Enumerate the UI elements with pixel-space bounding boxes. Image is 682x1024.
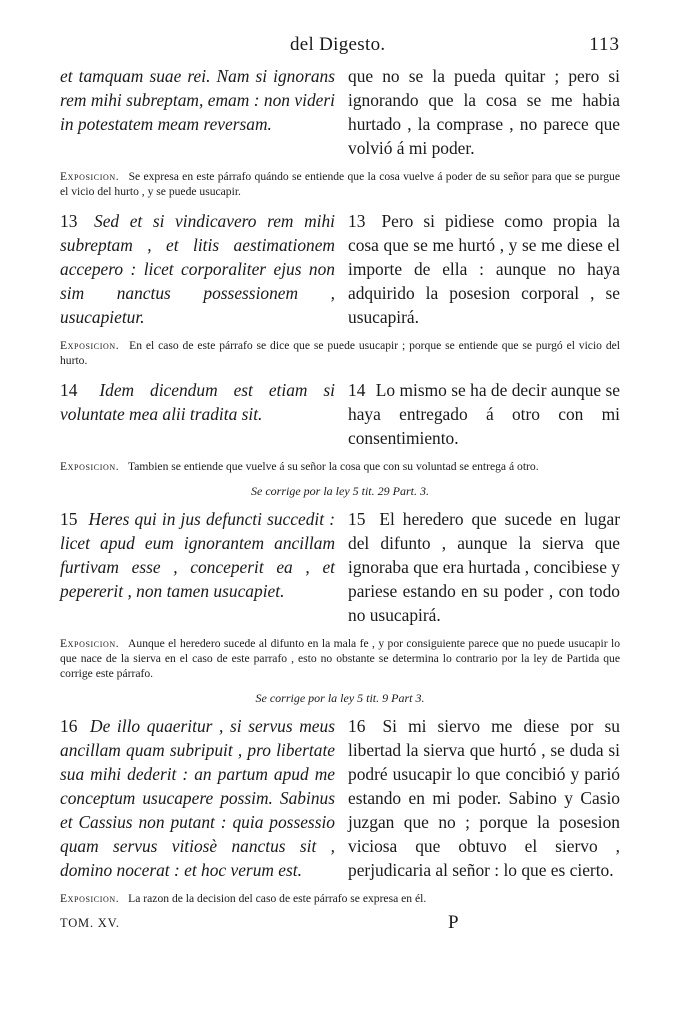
paragraph-number: 15 <box>348 509 366 529</box>
exposicion-label: Exposicion. <box>60 637 120 650</box>
spanish-text <box>348 714 620 882</box>
page-number: 113 <box>589 34 620 55</box>
spanish-body: que no se la pueda quitar ; pero si ignorando que la cosa se me habia hurtado , la comprase , no parece que volvió á mi poder. <box>348 66 620 158</box>
latin-text <box>60 209 335 329</box>
latin-body: Sed et si vindicavero rem mihi subreptam , et litis aestimationem accepero : licet corporaliter ejus non sim nanctus possessionem , usucapietur. <box>60 211 335 327</box>
spanish-body: Lo mismo se ha de decir aunque se haya entregado á otro con mi consentimiento. <box>348 380 620 448</box>
spanish-body: El heredero que sucede en lugar del difunto , aunque la sierva que ignoraba que era hurtada , concibiese y pariese estando en su poder , con todo no usucapirá. <box>348 509 620 625</box>
paragraph-number: 13 <box>60 211 78 231</box>
latin-text <box>60 64 335 160</box>
page-footer <box>60 912 620 938</box>
spanish-text <box>348 378 620 450</box>
spanish-text <box>348 209 620 329</box>
exposicion-label: Exposicion. <box>60 892 120 905</box>
paragraph-pair <box>60 209 620 329</box>
paragraph-pair <box>60 714 620 882</box>
spanish-body: Si mi siervo me diese por su libertad la sierva que hurtó , se duda si podré usucapir lo que concibió y parió estando en mi poder. Sabino y Casio juzgan que no ; porque la posesion viciosa que obtuvo el siervo , perjudicaria al señor : lo que es cierto. <box>348 716 620 880</box>
latin-text <box>60 507 335 627</box>
correction-note: Se corrige por la ley 5 tit. 9 Part 3. <box>255 691 425 705</box>
page-header <box>60 34 620 64</box>
latin-text <box>60 714 335 882</box>
paragraph-number: 13 <box>348 211 366 231</box>
paragraph-pair <box>60 64 620 160</box>
exposicion-text: Se expresa en este párrafo quándo se entiende que la cosa vuelve á poder de su señor para que se purgue el vicio del hurto , y se puede usucapir. <box>60 170 620 198</box>
exposicion-note <box>60 636 620 681</box>
latin-body: Heres qui in jus defuncti succedit : licet apud eum ignorantem ancillam furtivam esse , conceperit ea , et pepererit , non tamen usucapiet. <box>60 509 335 601</box>
exposicion-text: La razon de la decision del caso de este párrafo se expresa en él. <box>128 892 427 905</box>
latin-body: et tamquam suae rei. Nam si ignorans rem mihi subreptam, emam : non videri in potestatem meam reversam. <box>60 66 335 134</box>
paragraph-number: 15 <box>60 509 78 529</box>
latin-text <box>60 378 335 450</box>
paragraph-number: 16 <box>348 716 366 736</box>
exposicion-label: Exposicion. <box>60 460 120 473</box>
exposicion-note <box>60 169 620 199</box>
exposicion-text: Aunque el heredero sucede al difunto en la mala fe , y por consiguiente parece que no puede usucapir lo que nace de la sierva en el caso de este parrafo , esto no obstante se determina lo contrario por la ley de Partida que corrige este párrafo. <box>60 637 620 680</box>
paragraph-pair <box>60 378 620 450</box>
exposicion-note <box>60 459 620 474</box>
exposicion-text: Tambien se entiende que vuelve á su señor la cosa que con su voluntad se entrega á otro. <box>127 460 539 473</box>
paragraph-number: 14 <box>60 380 78 400</box>
signature-mark: P <box>448 912 459 933</box>
exposicion-note <box>60 891 620 906</box>
running-title: del Digesto. <box>290 34 386 55</box>
spanish-body: Pero si pidiese como propia la cosa que se me hurtó , y se me diese el importe de ella : aunque no haya adquirido la posesion corporal , se usucapirá. <box>348 211 620 327</box>
exposicion-label: Exposicion. <box>60 170 120 183</box>
exposicion-note <box>60 338 620 368</box>
tome-label: TOM. XV. <box>60 916 120 930</box>
paragraph-number: 14 <box>348 380 366 400</box>
spanish-text <box>348 507 620 627</box>
book-page <box>60 34 620 938</box>
spanish-text <box>348 64 620 160</box>
paragraph-pair <box>60 507 620 627</box>
exposicion-label: Exposicion. <box>60 339 120 352</box>
latin-body: Idem dicendum est etiam si voluntate mea alii tradita sit. <box>60 380 335 424</box>
correction-note: Se corrige por la ley 5 tit. 29 Part. 3. <box>251 484 429 498</box>
latin-body: De illo quaeritur , si servus meus ancillam quam subripuit , pro libertate sua mihi dederit : an partum apud me conceptum usucapere possim. Sabinus et Cassius non putant : quia possessio quam servus vitiosè nanctus sit , domino nocerat : et hoc verum est. <box>60 716 335 880</box>
exposicion-text: En el caso de este párrafo se dice que se puede usucapir ; porque se entiende que se purgó el vicio del hurto. <box>60 339 620 367</box>
paragraph-number: 16 <box>60 716 78 736</box>
